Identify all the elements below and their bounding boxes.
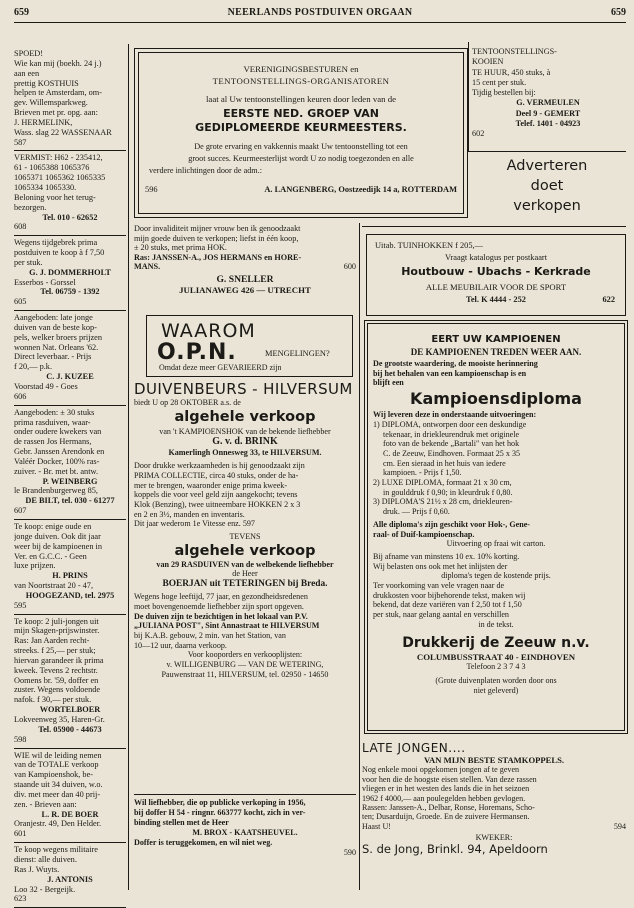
ad-line: Oomens br. '59, doffer en — [14, 675, 99, 685]
ad-line: WIE wil de leiding nemen — [14, 750, 102, 760]
ad-line: prettig KOSTHUIS — [14, 78, 79, 88]
ad-line: Uitvoering op fraai wit carton. — [446, 539, 546, 549]
page-number-right: 659 — [611, 7, 626, 18]
ad-line: de rassen Jos Hermans, — [14, 437, 92, 447]
ad-number: 601 — [14, 829, 27, 839]
ad-line: Wass. slag 22 WASSENAAR — [14, 127, 112, 137]
ad-line: Valéér Docker, 100% ras- — [14, 456, 100, 466]
brox-ad — [134, 798, 356, 858]
ad-line: C. de Zeeuw, Eindhoven. Formaat 25 x 35 — [383, 448, 521, 458]
ad-line: helpen te Amsterdam, om- — [14, 88, 103, 98]
ad-line: Beloning voor het terug- — [14, 192, 96, 202]
ad-heading: O.P.N. — [157, 340, 237, 365]
ad-line: Oranjestr. 49, Den Helder. — [14, 819, 102, 829]
page-header — [14, 7, 626, 20]
ad-line: binding stellen met de Heer — [134, 818, 229, 827]
ad-line: in de tekst. — [478, 619, 514, 629]
ad-line: duiven van de beste kop- — [14, 322, 97, 332]
left-column — [14, 47, 126, 908]
ad-line: groot succes. Keurmeesterlijst wordt U zo nodig toegezonden en alle — [188, 154, 414, 163]
ad-heading: Houtbouw - Ubachs - Kerkrade — [401, 265, 591, 278]
ad-heading: algehele verkoop — [174, 408, 316, 425]
ad-line: prima rasduiven, waar- — [14, 417, 91, 427]
column-divider-left — [128, 44, 129, 890]
ad-line: per stuk, naar gelang aantal en verschillen — [373, 610, 509, 620]
ad-number: 608 — [14, 222, 27, 232]
ad-line: ten; Dusarduijn, Groede. En de zuivere Hermansen. — [362, 812, 530, 822]
ad-line: ± 20 stuks, met prima HOK. — [134, 243, 227, 253]
ad-line: luxe prijzen. — [14, 561, 56, 571]
ad-line: 1065334 1065330. — [14, 182, 77, 192]
ad-line: v. WILLIGENBURG — VAN DE WETERING, — [166, 660, 324, 670]
ad-line: Voorstad 49 - Goes — [14, 382, 78, 391]
ad-name: S. de Jong, Brinkl. 94, Apeldoorn — [362, 842, 548, 857]
hilversum-ad — [134, 380, 356, 679]
ad-line: 2) LUXE DIPLOMA, formaat 21 x 30 cm, — [373, 478, 512, 488]
ad-line: VERMIST: H62 - 235412, — [14, 153, 103, 163]
ad-line: Adverteren — [506, 158, 588, 174]
ad-line: Haast U! — [362, 821, 391, 831]
ad-line: VERENIGINGSBESTUREN en — [243, 64, 359, 74]
ad-number: 602 — [472, 129, 485, 139]
ad-number: 622 — [602, 295, 615, 304]
ad-number: 587 — [14, 137, 27, 147]
ad-line: Direct leverbaar. - Prijs — [14, 352, 92, 362]
ad-line: foto van de bekende „Bartali" van het hok — [383, 439, 520, 449]
ad-line: MENGELINGEN? — [265, 349, 330, 358]
ad-line: Telef. 1401 - 04923 — [515, 119, 581, 129]
classified-ad — [14, 236, 126, 311]
ad-number: 598 — [14, 734, 27, 744]
ad-line: hiervan garandeer ik prima — [14, 655, 104, 665]
ad-line: bekend, dat deze variëren van f 2,50 tot f 1,50 — [373, 600, 522, 610]
ad-line: en 2 en 3½, manden en inventaris. — [134, 509, 245, 519]
ad-line: van Noortstraat 20 - 47, — [14, 581, 94, 591]
ad-line: Te koop: enige oude en — [14, 521, 92, 531]
header-rule — [14, 22, 626, 23]
ad-line: cm. Een sieraad in het huis van iedere — [383, 458, 506, 468]
ad-number: 606 — [14, 391, 27, 401]
ad-line: J. HERMELINK, — [14, 117, 73, 127]
classified-ad — [14, 311, 126, 406]
ad-line: bij K.A.B. gebouw, 2 min. van het Station, van — [134, 630, 286, 640]
ad-line: J. ANTONIS — [47, 874, 93, 884]
classified-ad — [14, 749, 126, 844]
ad-line: drukkosten voor bijbehorende tekst, maken wij — [373, 590, 526, 600]
ad-line: druk. — Prijs f 0,60. — [383, 507, 450, 517]
ad-line: Wil liefhebber, die op publicke verkoping in 1956, — [134, 798, 306, 807]
ad-heading: LATE JONGEN.... — [362, 741, 466, 755]
ad-line: pels, welker broers prijzen — [14, 332, 103, 342]
ad-line: Aangeboden: late jonge — [14, 313, 93, 323]
ad-line: Esserbos - Gorssel — [14, 277, 76, 287]
classified-ad — [14, 406, 126, 520]
ad-line: vliegen er in het westen des lands die in het seizoen — [362, 784, 530, 794]
classified-ad — [14, 47, 126, 151]
ad-line: 3) DIPLOMA'S 21½ x 28 cm, driekleuren- — [373, 497, 513, 507]
ad-line: Brieven met pr. opg. aan: — [14, 108, 98, 118]
kampioensdiploma-ad — [364, 320, 628, 734]
ad-line: van de TOTALE verkoop — [14, 760, 99, 770]
ad-line: verkopen — [513, 198, 581, 214]
ad-address: Kamerlingh Onnesweg 33, te HILVERSUM. — [168, 448, 322, 458]
ad-line: diploma's tegen de kostende prijs. — [441, 571, 551, 581]
ad-line: TEVENS — [229, 532, 261, 542]
ad-line: SPOED! — [14, 49, 44, 58]
ad-line: Ter voorkoming van vele vragen naar de — [373, 581, 505, 591]
ad-line: Tel. 06759 - 1392 — [40, 287, 100, 297]
ad-number: 605 — [14, 297, 27, 307]
ad-line: Doffer is teruggekomen, en wil niet weg. — [134, 838, 273, 847]
classified-ad — [14, 843, 126, 908]
ad-heading: DUIVENBEURS - HILVERSUM — [134, 380, 353, 398]
ad-line: biedt U op 28 OKTOBER a.s. de — [134, 398, 241, 407]
ad-line: Aangeboden: ± 30 stuks — [14, 407, 95, 417]
ad-line: voor hen die de hoogste eisen stellen. Van deze rassen — [362, 774, 537, 784]
opn-ad — [146, 315, 353, 377]
ad-line: zuster. Wegens voldoende — [14, 685, 101, 695]
ad-line: „JULIANA POST", Sint Annastraat te HILVERSUM — [134, 621, 320, 631]
ad-line: Tel. K 4444 - 252 — [466, 295, 526, 304]
ad-address: JULIANAWEG 426 — UTRECHT — [179, 284, 311, 295]
ad-line: Rassen: Janssen-A., Delbar, Ronse, Horemans, Scho- — [362, 803, 535, 813]
ad-heading: EERT UW KAMPIOENEN — [431, 334, 561, 345]
ad-line: f 20,— p.k. — [14, 362, 53, 372]
ad-line: VAN MIJN BESTE STAMKOPPELS. — [423, 755, 565, 765]
ad-line: Loo 32 - Bergeijk. — [14, 884, 76, 894]
ad-line: WORTELBOER — [39, 705, 101, 715]
ad-line: KOOIEN — [472, 57, 504, 67]
ad-line: G. J. DOMMERHOLT — [29, 267, 111, 277]
ad-line: niet geleverd) — [473, 685, 519, 695]
ad-line: MANS. — [134, 262, 161, 272]
ad-line: bij doffer H 54 - ringnr. 663777 kocht, zich in ver- — [134, 808, 306, 817]
ad-line: KWEKER: — [475, 832, 513, 842]
ad-name: G. SNELLER — [216, 273, 274, 285]
classified-ad — [14, 615, 126, 749]
ad-line: Voor kooporders en verkooplijsten: — [187, 650, 303, 660]
ad-address: A. LANGENBERG, Oostzeedijk 14 a, ROTTERDAM — [264, 185, 457, 194]
ad-line: Door drukke werkzaamheden is hij genoodzaakt zijn — [134, 461, 305, 471]
ad-line: wonnen Nat. Orleans '62. — [14, 342, 99, 352]
ad-line: DE BILT, tel. 030 - 61277 — [25, 496, 115, 506]
late-jongen-ad — [362, 741, 626, 856]
ad-line: Telefoon 2 3 7 4 3 — [466, 662, 526, 672]
ad-line: streeks. f 25,— per stuk; — [14, 646, 96, 656]
ad-line: De grootste waardering, de mooiste herinnering — [373, 359, 538, 368]
ad-line: HOOGEZAND, tel. 2975 — [25, 590, 115, 600]
ad-line: Door invaliditeit mijner vrouw ben ik genoodzaakt — [134, 224, 301, 233]
ad-line: doet — [530, 178, 564, 194]
ad-line: Uitab. TUINHOKKEN f 205,— — [375, 241, 484, 250]
ad-line: van Kampioenshok, be- — [14, 770, 94, 780]
ad-number: 590 — [343, 848, 356, 857]
section-rule — [468, 42, 469, 152]
ad-line: le Brandenburgerweg 85, — [14, 486, 98, 496]
ad-number: 607 — [14, 506, 27, 516]
ad-line: Wij belasten ons ook met het inlijsten der — [373, 561, 508, 571]
ad-line: mer te brengen, waaronder enige prima kweek- — [134, 480, 288, 490]
ad-line: Ras: Jan Aarden recht- — [14, 636, 90, 646]
tuinhokken-ad — [366, 234, 626, 316]
ad-heading: algehele verkoop — [174, 542, 316, 559]
ad-line: dienst: alle duiven. — [14, 854, 77, 864]
ad-line: kampioen. - Prijs f 1,50. — [383, 468, 462, 478]
ad-line: 15 cent per stuk. — [472, 77, 527, 87]
ad-line: H. PRINS — [52, 571, 88, 581]
ad-line: TENTOONSTELLINGS-ORGANISATOREN — [212, 76, 390, 86]
ad-line: koppels die voor veel geld zijn aangekocht; tevens — [134, 490, 298, 500]
ad-line: blijft een — [373, 378, 404, 388]
ad-line: jonge duiven. Ook dit jaar — [14, 531, 101, 541]
ad-line: De grote ervaring en vakkennis maakt Uw tentoonstelling tot een — [194, 142, 408, 151]
ad-heading: DE KAMPIOENEN TREDEN WEER AAN. — [410, 347, 582, 357]
ad-heading: Kampioensdiploma — [410, 389, 582, 409]
ad-line: 1) DIPLOMA, ontworpen door een deskundige — [373, 419, 527, 429]
column-divider-mid — [359, 223, 360, 890]
ad-line: Te koop: 2 juli-jongen uit — [14, 616, 99, 626]
ad-line: onder oudere kwekers van — [14, 427, 102, 437]
ad-line: Lokveenweg 35, Haren-Gr. — [14, 715, 105, 724]
ad-name: BOERJAN uit TETERINGEN bij Breda. — [162, 579, 328, 590]
section-rule — [134, 794, 356, 795]
ad-line: (Grote duivenplaten worden door ons — [435, 675, 557, 685]
publication-title: NEERLANDS POSTDUIVEN ORGAAN — [227, 7, 413, 18]
ad-line: mijn goede duiven te verkopen; liefst in één koop, — [134, 233, 299, 243]
ad-line: ALLE MEUBILAIR VOOR DE SPORT — [425, 282, 567, 292]
ad-line: bezorgen. — [14, 202, 47, 212]
ad-line: M. BROX - KAATSHEUVEL. — [192, 828, 298, 837]
ad-line: nafok. f 30,— per stuk. — [14, 695, 92, 705]
ad-line: P. WEINBERG — [42, 476, 98, 486]
sneller-ad — [134, 224, 356, 296]
ad-line: Pauwenstraat 11, HILVERSUM, tel. 02950 - 14650 — [161, 669, 329, 679]
ad-line: 1065371 1065362 1065335 — [14, 173, 106, 183]
ad-line: verdere inlichtingen door de adm.: — [149, 166, 262, 175]
ad-line: Deel 9 - GEMERT — [515, 108, 581, 118]
ad-line: De duiven zijn te bezichtigen in het lokaal van P.V. — [134, 611, 308, 621]
ad-line: staande uit 34 duiven, w.o. — [14, 780, 103, 790]
ad-name: G. v. d. BRINK — [212, 436, 278, 448]
ad-line: Nog enkele mooi opgekomen jongen af te geven — [362, 765, 520, 775]
classified-ad — [14, 151, 126, 236]
ad-line: de Heer — [232, 569, 258, 579]
ad-line: 61 - 1065388 1065376 — [14, 163, 90, 173]
ad-line: Klok (Benzing), twee uitneembare HOKKEN 2 x 3 — [134, 499, 301, 509]
ad-line: Vraagt katalogus per postkaart — [444, 253, 548, 262]
ad-line: Wegens tijdgebrek prima — [14, 238, 98, 248]
ad-line: 1962 f 4000,— aan poulegelden hebben gevlogen. — [362, 793, 526, 803]
section-rule — [362, 226, 626, 227]
ad-line: zen. - Brieven aan: — [14, 799, 77, 809]
ad-line: TE HUUR, 450 stuks, à — [472, 67, 551, 77]
ad-line: Wie kan mij (boekh. 24 j.) — [14, 58, 102, 68]
ad-line: van 29 RASDUIVEN van de welbekende liefhebber — [156, 559, 334, 569]
ad-number: 595 — [14, 600, 27, 610]
ad-line: weer bij de kampioenen in — [14, 541, 103, 551]
ad-line: Tel. 05900 - 44673 — [38, 724, 102, 734]
ad-line: Alle diploma's zijn geschikt voor Hok-, Gene- — [373, 519, 531, 529]
ad-number: 600 — [343, 262, 356, 272]
ad-line: per stuk. — [14, 257, 43, 267]
ad-line: Gebr. Janssen Arendonk en — [14, 447, 105, 457]
ad-line: laat al Uw tentoonstellingen keuren door leden van de — [205, 94, 397, 104]
ad-line: van 't KAMPIOENSHOK van de bekende liefhebber — [159, 426, 331, 436]
ad-heading: WAAROM — [161, 320, 256, 342]
ad-line: moet bovengenoemde liefhebber zijn sport opgeven. — [134, 601, 304, 611]
ad-line: Wij leveren deze in onderstaande uitvoeringen: — [373, 410, 537, 420]
ad-line: mijn Skagen-prijswinster. — [14, 626, 100, 636]
ad-line: L. R. DE BOER — [41, 809, 99, 819]
ad-line: aan een — [14, 68, 40, 78]
ad-heading: Drukkerij de Zeeuw n.v. — [402, 634, 590, 651]
ad-line: Wegens hoge leeftijd, 77 jaar, en gezondheidsredenen — [134, 592, 308, 602]
ad-number: 623 — [14, 894, 27, 904]
ad-line: div. met meer dan 40 prij- — [14, 789, 101, 799]
classified-ad — [14, 520, 126, 615]
ad-line: kweek. Tevens 2 rechtstr. — [14, 665, 98, 675]
ad-line: bij het behalen van een kampioenschap is en — [373, 368, 527, 378]
ad-line: C. J. KUZEE — [46, 372, 94, 382]
ad-line: Omdat deze meer GEVARIEERD zijn — [159, 363, 282, 372]
ad-line: PRIMA COLLECTIE, circa 40 stuks, onder de ha- — [134, 470, 299, 480]
ad-line: tekenaar, in driekleurendruk met originele — [383, 429, 520, 439]
ad-line: Tel. 010 - 62652 — [42, 212, 98, 222]
ad-line: Ras J. Wuyts. — [14, 864, 60, 874]
ad-line: Bij afname van minstens 10 ex. 10% korting. — [373, 551, 520, 561]
ad-line: Ras: JANSSEN-A., JOS HERMANS en HORE- — [134, 252, 302, 262]
tentoonstelling-ad — [472, 47, 624, 140]
page-number-left: 659 — [14, 7, 29, 18]
ad-line: Dit jaar wederom 1e Vitesse enz. 597 — [134, 519, 255, 529]
ad-line: G. VERMEULEN — [516, 98, 580, 108]
ad-line: Ver. en G.C.C. - Geen — [14, 551, 87, 561]
keurmeesters-ad — [134, 48, 468, 218]
ad-number: 594 — [613, 822, 626, 832]
ad-line: postduiven te koop à f 7,50 — [14, 248, 105, 258]
ad-line: Tijdig bestellen bij: — [472, 88, 536, 98]
ad-line: zuiver. - Br. met bt. antw. — [14, 466, 99, 476]
ad-heading: EERSTE NED. GROEP VAN — [223, 107, 379, 120]
ad-line: raal- of Duif-kampioenschap. — [373, 529, 475, 539]
ad-heading: GEDIPLOMEERDE KEURMEESTERS. — [195, 121, 407, 134]
ad-line: TENTOONSTELLINGS- — [472, 47, 557, 56]
ad-address: COLUMBUSSTRAAT 40 - EINDHOVEN — [416, 652, 576, 662]
ad-line: in goulddruk f 0,90; in kleurdruk f 0,80. — [383, 487, 513, 497]
ad-number: 596 — [145, 185, 158, 194]
adverteren-ad — [470, 156, 624, 216]
section-rule — [468, 151, 626, 152]
ad-line: gev. Willemsparkweg. — [14, 98, 88, 108]
ad-line: 10—12 uur, daarna verkoop. — [134, 640, 227, 650]
ad-line: Te koop wegens militaire — [14, 845, 98, 855]
